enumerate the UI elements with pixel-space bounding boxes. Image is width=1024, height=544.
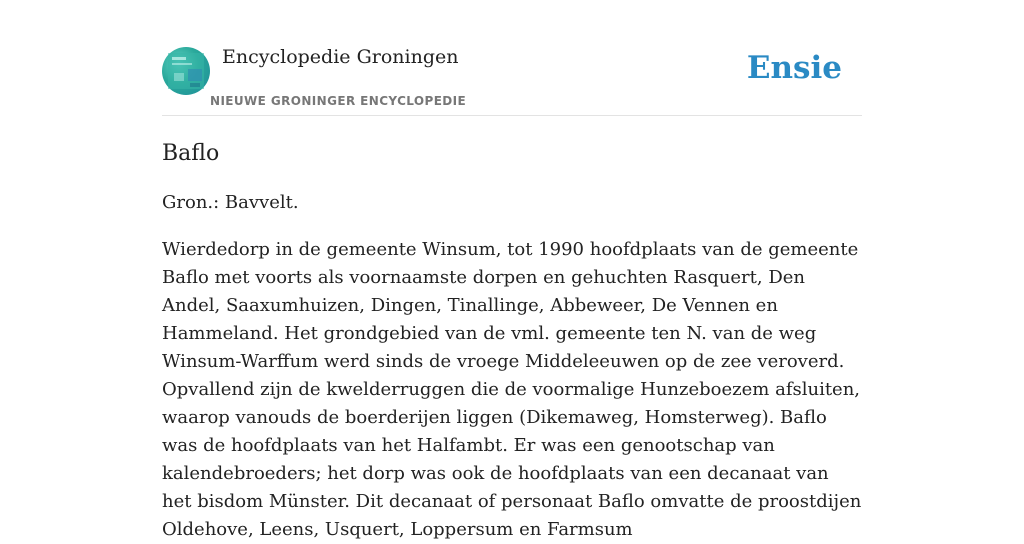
- site-title[interactable]: Encyclopedie Groningen: [222, 46, 459, 68]
- article-content: [162, 138, 862, 544]
- article-title: Baflo: [162, 141, 220, 166]
- article-body: Wierdedorp in de gemeente Winsum, tot 1990 hoofdplaats van de gemeente Baflo met voorts als voornaamste dorpen en gehuchten Rasquert, Den Andel, Saaxumhuizen, Dingen, Tinallinge, Abbeweer, De Vennen en Hammeland. Het grondgebied van de vml. gemeente ten N. van de weg Winsum-Warffum werd sinds de vroege Middeleeuwen op de zee veroverd. Opvallend zijn de kwelderruggen die de voormalige Hunzeboezem afsluiten, waarop vanouds de boerderijen liggen (Dikemaweg, Homsterweg). Baflo was de hoofdplaats van het Halfambt. Er was een genootschap van kalendebroeders; het dorp was ook de hoofdplaats van een decanaat van het bisdom Münster. Dit decanaat of personaat Baflo omvatte de proostdijen Oldehove, Leens, Usquert, Loppersum en Farmsum: [162, 239, 862, 540]
- encyclopedia-logo-icon[interactable]: [162, 47, 210, 95]
- site-subtitle: NIEUWE GRONINGER ENCYCLOPEDIE: [210, 94, 467, 108]
- brand-logo-link[interactable]: Ensie: [746, 50, 842, 86]
- article-lead: Gron.: Bavvelt.: [162, 192, 299, 213]
- site-header: [162, 40, 862, 116]
